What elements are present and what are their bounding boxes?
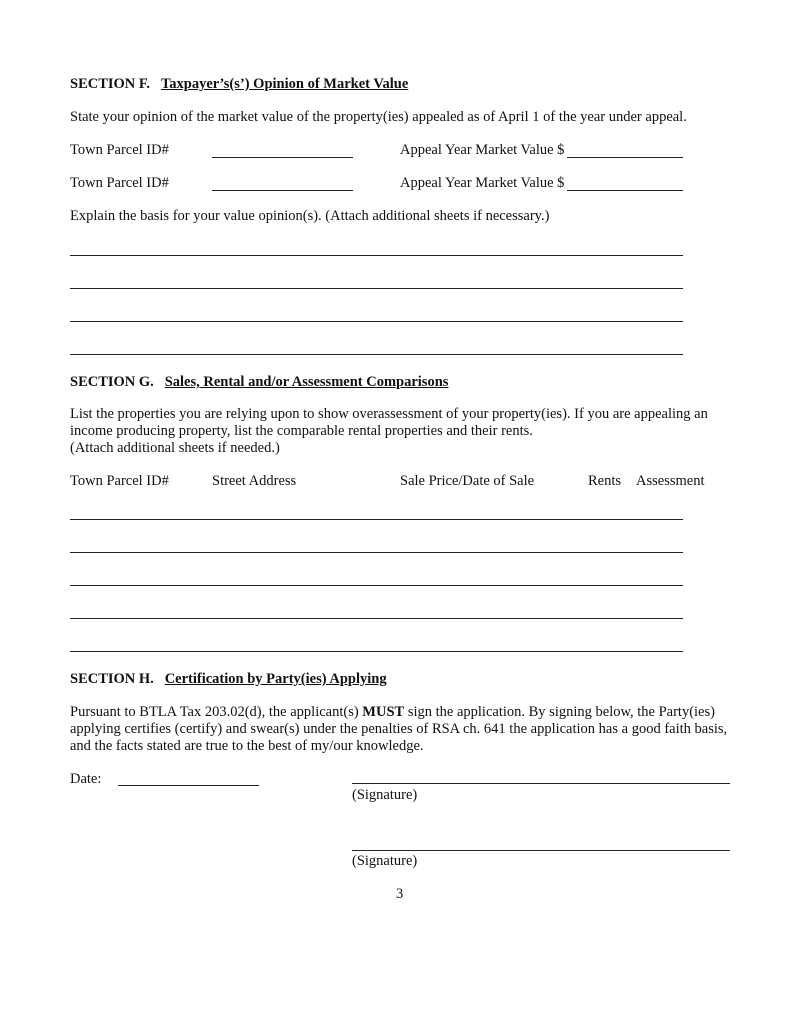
comparison-line[interactable]: [70, 585, 683, 586]
section-g-para: (Attach additional sheets if needed.): [70, 440, 280, 456]
certification-para: [70, 704, 715, 721]
comparison-line[interactable]: [70, 552, 683, 553]
explanation-line[interactable]: [70, 288, 683, 289]
text: sign the application. By signing below, the Party(ies): [404, 704, 715, 720]
signature-label: (Signature): [352, 853, 418, 869]
page-number: 3: [396, 886, 404, 902]
section-title: Taxpayer’s(s’) Opinion of Market Value: [160, 76, 409, 92]
comparison-line[interactable]: [70, 519, 683, 520]
explanation-line[interactable]: [70, 255, 683, 256]
explain-instructions: Explain the basis for your value opinion(s). (Attach additional sheets if necessary.): [70, 208, 550, 224]
certification-para: applying certifies (certify) and swear(s) under the penalties of RSA ch. 641 the application has a good faith basis,: [70, 721, 728, 737]
section-g-heading: [70, 374, 448, 391]
parcel-id-label: Town Parcel ID#: [70, 175, 169, 191]
column-header-parcel: Town Parcel ID#: [70, 473, 169, 489]
certification-para: and the facts stated are true to the best of my/our knowledge.: [70, 738, 424, 754]
column-header-address: Street Address: [212, 473, 297, 489]
parcel-id-label: Town Parcel ID#: [70, 142, 169, 158]
comparison-line[interactable]: [70, 651, 683, 652]
explanation-line[interactable]: [70, 321, 683, 322]
column-header-assessment: Assessment: [636, 473, 705, 489]
section-h-heading: [70, 671, 387, 688]
text: Pursuant to BTLA Tax 203.02(d), the applicant(s): [70, 704, 363, 720]
section-g-para: income producing property, list the comparable rental properties and their rents.: [70, 423, 533, 439]
market-value-field-1[interactable]: [567, 157, 683, 158]
parcel-id-field-1[interactable]: [212, 157, 353, 158]
parcel-id-field-2[interactable]: [212, 190, 353, 191]
market-value-field-2[interactable]: [567, 190, 683, 191]
explanation-line[interactable]: [70, 354, 683, 355]
column-header-rents: Rents: [588, 473, 622, 489]
section-title: Sales, Rental and/or Assessment Comparisons: [164, 374, 449, 390]
section-g-para: List the properties you are relying upon to show overassessment of your property(ies). If you are appealing an: [70, 406, 708, 422]
signature-field-2[interactable]: [352, 850, 730, 851]
date-field[interactable]: [118, 785, 259, 786]
section-label: SECTION H.: [70, 671, 154, 687]
section-f-intro: State your opinion of the market value of the property(ies) appealed as of April 1 of the year under appeal.: [70, 109, 687, 125]
emphasis: MUST: [362, 704, 405, 720]
comparison-line[interactable]: [70, 618, 683, 619]
date-label: Date:: [70, 771, 102, 787]
section-f-heading: [70, 76, 408, 93]
market-value-label: Appeal Year Market Value $: [400, 175, 565, 191]
section-title: Certification by Party(ies) Applying: [164, 671, 387, 687]
section-label: SECTION G.: [70, 374, 154, 390]
signature-field-1[interactable]: [352, 783, 730, 784]
signature-label: (Signature): [352, 787, 418, 803]
column-header-sale: Sale Price/Date of Sale: [400, 473, 535, 489]
market-value-label: Appeal Year Market Value $: [400, 142, 565, 158]
section-label: SECTION F.: [70, 76, 151, 92]
